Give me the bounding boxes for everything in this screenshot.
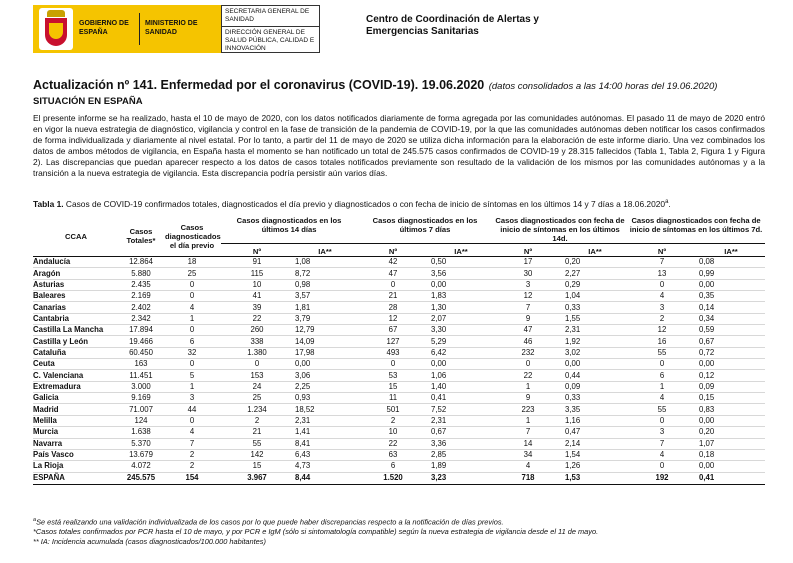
cell-sint7-ia: 0,00 — [697, 461, 765, 472]
cell-casos-totales: 12.864 — [119, 257, 163, 268]
table-row — [33, 336, 765, 347]
cell-casos-totales: 60.450 — [119, 347, 163, 358]
cell-sint7-ia: 0,59 — [697, 325, 765, 336]
cell-diag7-n: 493 — [357, 347, 429, 358]
cell-sint14-ia: 2,14 — [563, 438, 627, 449]
cases-table — [33, 216, 765, 485]
table-row — [33, 427, 765, 438]
table-row — [33, 268, 765, 279]
cell-sint14-n: 7 — [493, 427, 563, 438]
section-heading: SITUACIÓN EN ESPAÑA — [33, 96, 143, 107]
cell-sint7-n: 4 — [627, 449, 697, 460]
cell-diag7-n: 0 — [357, 359, 429, 370]
cell-casos-totales: 19.466 — [119, 336, 163, 347]
table-row — [33, 347, 765, 358]
cell-diag14-ia: 3,79 — [293, 313, 357, 324]
cell-casos-totales: 4.072 — [119, 461, 163, 472]
cell-diag7-n: 53 — [357, 370, 429, 381]
total-cell-casos-totales: 245.575 — [119, 472, 163, 484]
table-row — [33, 381, 765, 392]
header-ia: IA** — [293, 244, 357, 257]
table-caption-text: Casos de COVID-19 confirmados totales, diagnosticados el día previo y diagnosticados o con fecha de inicio de síntomas en los últimos 14 y 7 días a 18.06.2020 — [65, 199, 666, 209]
header-ia: IA** — [429, 244, 493, 257]
cell-sint14-n: 12 — [493, 291, 563, 302]
cell-casos-totales: 2.435 — [119, 279, 163, 290]
cell-diag14-ia: 17,98 — [293, 347, 357, 358]
cell-diag14-ia: 2,31 — [293, 415, 357, 426]
cell-sint7-n: 0 — [627, 415, 697, 426]
cell-ccaa: Melilla — [33, 415, 119, 426]
cell-sint14-ia: 0,00 — [563, 359, 627, 370]
cell-diag7-ia: 0,00 — [429, 279, 493, 290]
cell-sint7-ia: 0,12 — [697, 370, 765, 381]
cell-sint7-ia: 0,15 — [697, 393, 765, 404]
cell-sint14-ia: 0,33 — [563, 302, 627, 313]
cell-casos-totales: 5.370 — [119, 438, 163, 449]
header-ia: IA** — [697, 244, 765, 257]
cell-diag7-ia: 7,52 — [429, 404, 493, 415]
cell-sint14-n: 46 — [493, 336, 563, 347]
cell-diag7-n: 10 — [357, 427, 429, 438]
cell-sint14-n: 47 — [493, 325, 563, 336]
cell-sint7-ia: 0,20 — [697, 427, 765, 438]
cell-diag7-ia: 6,42 — [429, 347, 493, 358]
table-row — [33, 461, 765, 472]
cell-sint7-ia: 0,08 — [697, 257, 765, 268]
cell-diag7-ia: 1,06 — [429, 370, 493, 381]
footnotes — [33, 516, 773, 546]
table-row — [33, 370, 765, 381]
total-cell-sint7-ia: 0,41 — [697, 472, 765, 484]
cell-diag14-ia: 4,73 — [293, 461, 357, 472]
cell-sint14-ia: 0,44 — [563, 370, 627, 381]
cell-sint14-n: 14 — [493, 438, 563, 449]
cell-sint14-ia: 0,20 — [563, 257, 627, 268]
cell-dia-previo: 18 — [163, 257, 221, 268]
cell-sint7-n: 13 — [627, 268, 697, 279]
cell-diag14-n: 10 — [221, 279, 293, 290]
cell-diag14-ia: 0,93 — [293, 393, 357, 404]
coat-of-arms-icon — [39, 8, 73, 50]
cell-sint14-n: 34 — [493, 449, 563, 460]
cell-dia-previo: 2 — [163, 449, 221, 460]
cell-diag7-ia: 0,67 — [429, 427, 493, 438]
cell-casos-totales: 2.342 — [119, 313, 163, 324]
cell-diag7-ia: 3,36 — [429, 438, 493, 449]
cell-ccaa: Baleares — [33, 291, 119, 302]
total-cell-dia-previo: 154 — [163, 472, 221, 484]
cell-sint14-n: 3 — [493, 279, 563, 290]
cell-sint7-n: 4 — [627, 393, 697, 404]
cell-sint14-n: 0 — [493, 359, 563, 370]
header-n: Nº — [357, 244, 429, 257]
cell-diag14-n: 1.234 — [221, 404, 293, 415]
cell-diag14-ia: 12,79 — [293, 325, 357, 336]
cell-sint14-ia: 1,26 — [563, 461, 627, 472]
cell-diag14-ia: 1,41 — [293, 427, 357, 438]
cell-dia-previo: 7 — [163, 438, 221, 449]
cell-dia-previo: 0 — [163, 291, 221, 302]
cell-sint14-ia: 2,31 — [563, 325, 627, 336]
table-row — [33, 279, 765, 290]
total-cell-diag14-n: 3.967 — [221, 472, 293, 484]
cell-sint7-ia: 0,00 — [697, 415, 765, 426]
cell-sint7-n: 1 — [627, 381, 697, 392]
cell-diag14-ia: 8,41 — [293, 438, 357, 449]
cell-ccaa: País Vasco — [33, 449, 119, 460]
cell-casos-totales: 5.880 — [119, 268, 163, 279]
cell-sint7-ia: 0,72 — [697, 347, 765, 358]
secretaria-box — [221, 5, 320, 53]
table-row — [33, 415, 765, 426]
cell-casos-totales: 2.402 — [119, 302, 163, 313]
cell-sint7-n: 12 — [627, 325, 697, 336]
header-ia: IA** — [563, 244, 627, 257]
cell-sint14-ia: 1,54 — [563, 449, 627, 460]
cell-diag7-n: 15 — [357, 381, 429, 392]
cell-ccaa: Ceuta — [33, 359, 119, 370]
cell-diag7-ia: 2,07 — [429, 313, 493, 324]
table-row — [33, 257, 765, 268]
ministry-text: MINISTERIO DE SANIDAD — [145, 20, 198, 36]
cell-diag7-ia: 2,31 — [429, 415, 493, 426]
cell-dia-previo: 0 — [163, 415, 221, 426]
table-row — [33, 449, 765, 460]
cell-sint7-n: 0 — [627, 461, 697, 472]
cell-dia-previo: 0 — [163, 279, 221, 290]
cell-dia-previo: 3 — [163, 393, 221, 404]
cell-ccaa: Navarra — [33, 438, 119, 449]
cell-dia-previo: 0 — [163, 325, 221, 336]
footnote-a: $^a$Se está realizando una validación individualizada de los casos por lo que puede haber discrepancias respecto a la notificación de días previos. — [33, 517, 504, 527]
cell-sint14-ia: 3,35 — [563, 404, 627, 415]
cell-dia-previo: 6 — [163, 336, 221, 347]
cell-diag7-ia: 0,00 — [429, 359, 493, 370]
table-row — [33, 404, 765, 415]
header-n: Nº — [221, 244, 293, 257]
cell-dia-previo: 1 — [163, 381, 221, 392]
cell-diag7-n: 0 — [357, 279, 429, 290]
total-cell-diag7-n: 1.520 — [357, 472, 429, 484]
cell-sint7-n: 2 — [627, 313, 697, 324]
cell-casos-totales: 1.638 — [119, 427, 163, 438]
cell-diag7-ia: 2,85 — [429, 449, 493, 460]
cell-sint7-ia: 0,00 — [697, 279, 765, 290]
cell-sint7-ia: 0,67 — [697, 336, 765, 347]
cell-sint7-n: 3 — [627, 302, 697, 313]
intro-paragraph: El presente informe se ha realizado, hasta el 10 de mayo de 2020, con los datos notificados diariamente de forma agregada por las comunidades autónomas. El pasado 11 de mayo de 2020 entró en vigor la nueva estrategia de diagnóstico, vigilancia y control en la fase de transición de la pandemia de COVID-19, por la que las comunidades autónomas deben notificar los casos confirmados de forma individualizada y diariamente al nivel estatal. Por lo tanto, a partir del 11 de mayo de 2020 se utiliza dicha información para la elaboración de este informe diario. Una vez combinados los datos de ambos métodos de vigilancia, en España hasta el momento se han notificado un total de 245.575 casos confirmados de COVID-19 y 28.315 fallecidos (Tabla 1, Tabla 2, Figura 1 y Figura 2). Las discrepancias que puedan aparecer respecto a los datos de casos totales notificados previamente son resultado de la validación de los mismos por las comunidades autónomas y a la transición a la nueva estrategia de vigilancia. Esta discrepancia podría persistir aún varios días. — [33, 113, 765, 178]
cell-ccaa: Extremadura — [33, 381, 119, 392]
cell-casos-totales: 9.169 — [119, 393, 163, 404]
cell-diag7-n: 22 — [357, 438, 429, 449]
cell-diag7-ia: 0,41 — [429, 393, 493, 404]
cell-casos-totales: 3.000 — [119, 381, 163, 392]
cell-sint14-n: 232 — [493, 347, 563, 358]
cell-ccaa: C. Valenciana — [33, 370, 119, 381]
table-body — [33, 257, 765, 473]
header-casos-totales: Casos Totales* — [119, 216, 163, 257]
cell-sint7-n: 0 — [627, 359, 697, 370]
cell-sint14-ia: 1,04 — [563, 291, 627, 302]
cell-diag14-n: 2 — [221, 415, 293, 426]
cell-sint7-n: 7 — [627, 438, 697, 449]
cell-sint7-ia: 1,07 — [697, 438, 765, 449]
table-row — [33, 302, 765, 313]
cell-diag14-ia: 6,43 — [293, 449, 357, 460]
center-name: Centro de Coordinación de Alertas y Emergencias Sanitarias — [366, 14, 539, 37]
footnote-a-mark: a — [33, 517, 37, 523]
cell-sint7-n: 0 — [627, 279, 697, 290]
cell-ccaa: Aragón — [33, 268, 119, 279]
cell-sint14-ia: 0,29 — [563, 279, 627, 290]
cell-casos-totales: 2.169 — [119, 291, 163, 302]
cell-sint14-n: 1 — [493, 381, 563, 392]
cell-diag14-n: 260 — [221, 325, 293, 336]
cell-diag14-n: 142 — [221, 449, 293, 460]
cell-diag14-ia: 2,25 — [293, 381, 357, 392]
cell-diag14-ia: 1,08 — [293, 257, 357, 268]
cell-dia-previo: 4 — [163, 302, 221, 313]
header-dia-previo: Casos diagnosticados el día previo — [163, 216, 221, 257]
header-diag-7: Casos diagnosticados en los últimos 7 días — [357, 216, 493, 244]
cell-diag7-n: 12 — [357, 313, 429, 324]
cell-diag7-ia: 3,56 — [429, 268, 493, 279]
table-caption-label: Tabla 1. — [33, 199, 64, 209]
cell-sint7-ia: 0,14 — [697, 302, 765, 313]
table-row — [33, 313, 765, 324]
cell-casos-totales: 17.894 — [119, 325, 163, 336]
cell-dia-previo: 1 — [163, 313, 221, 324]
cell-sint14-ia: 0,47 — [563, 427, 627, 438]
cell-sint14-ia: 1,92 — [563, 336, 627, 347]
header-n: Nº — [493, 244, 563, 257]
cell-diag14-ia: 18,52 — [293, 404, 357, 415]
government-logo — [33, 5, 221, 53]
cell-diag7-n: 63 — [357, 449, 429, 460]
cell-diag7-ia: 1,30 — [429, 302, 493, 313]
cell-diag14-n: 22 — [221, 313, 293, 324]
table-row — [33, 291, 765, 302]
cell-ccaa: Cataluña — [33, 347, 119, 358]
cell-dia-previo: 0 — [163, 359, 221, 370]
cell-diag14-n: 115 — [221, 268, 293, 279]
cell-sint7-n: 55 — [627, 347, 697, 358]
title-note: (datos consolidados a las 14:00 horas del 19.06.2020) — [488, 81, 718, 92]
header-ccaa: CCAA — [33, 216, 119, 257]
cell-sint7-n: 16 — [627, 336, 697, 347]
cell-ccaa: Galicia — [33, 393, 119, 404]
table-row — [33, 438, 765, 449]
total-cell-diag7-ia: 3,23 — [429, 472, 493, 484]
cell-ccaa: Madrid — [33, 404, 119, 415]
header-sint-14: Casos diagnosticados con fecha de inicio de síntomas en los últimos 14d. — [493, 216, 627, 244]
cell-sint14-n: 9 — [493, 313, 563, 324]
cell-sint7-n: 6 — [627, 370, 697, 381]
cell-sint14-ia: 0,09 — [563, 381, 627, 392]
cell-diag14-n: 15 — [221, 461, 293, 472]
cell-diag7-ia: 5,29 — [429, 336, 493, 347]
total-cell-sint7-n: 192 — [627, 472, 697, 484]
cell-diag14-ia: 0,00 — [293, 359, 357, 370]
cell-diag7-n: 501 — [357, 404, 429, 415]
table-caption-sup: a — [665, 199, 669, 206]
cell-diag14-n: 91 — [221, 257, 293, 268]
cell-diag14-n: 153 — [221, 370, 293, 381]
cell-ccaa: Cantabria — [33, 313, 119, 324]
cell-diag7-ia: 1,83 — [429, 291, 493, 302]
total-cell-ccaa: ESPAÑA — [33, 472, 119, 484]
gobierno-text: GOBIERNO DE ESPAÑA — [79, 20, 129, 36]
cell-dia-previo: 32 — [163, 347, 221, 358]
cell-dia-previo: 5 — [163, 370, 221, 381]
cell-sint7-ia: 0,18 — [697, 449, 765, 460]
cell-diag14-n: 39 — [221, 302, 293, 313]
cell-diag7-n: 127 — [357, 336, 429, 347]
cell-ccaa: Murcia — [33, 427, 119, 438]
cell-diag14-ia: 14,09 — [293, 336, 357, 347]
cell-diag7-ia: 3,30 — [429, 325, 493, 336]
cell-sint14-ia: 1,16 — [563, 415, 627, 426]
cell-casos-totales: 71.007 — [119, 404, 163, 415]
cell-sint14-n: 4 — [493, 461, 563, 472]
cell-diag14-n: 41 — [221, 291, 293, 302]
total-cell-diag14-ia: 8,44 — [293, 472, 357, 484]
title-main: Actualización nº 141. Enfermedad por el coronavirus (COVID-19). 19.06.2020 — [33, 78, 485, 92]
cell-casos-totales: 163 — [119, 359, 163, 370]
cell-diag14-ia: 0,98 — [293, 279, 357, 290]
cell-dia-previo: 44 — [163, 404, 221, 415]
cell-diag7-ia: 0,50 — [429, 257, 493, 268]
cell-diag14-n: 25 — [221, 393, 293, 404]
cell-casos-totales: 124 — [119, 415, 163, 426]
footnote-star: *Casos totales confirmados por PCR hasta el 10 de mayo, y por PCR e IgM (sólo si sintomatología compatible) según la nueva estrategia de vigilancia desde el 11 de mayo. — [33, 527, 599, 537]
table-row — [33, 359, 765, 370]
cell-sint14-n: 22 — [493, 370, 563, 381]
cell-diag14-n: 338 — [221, 336, 293, 347]
cell-sint7-ia: 0,83 — [697, 404, 765, 415]
cell-diag14-n: 0 — [221, 359, 293, 370]
cell-dia-previo: 25 — [163, 268, 221, 279]
total-row — [33, 472, 765, 484]
cell-diag7-n: 47 — [357, 268, 429, 279]
cell-diag7-n: 21 — [357, 291, 429, 302]
footnote-ia: ** IA: Incidencia acumulada (casos diagnosticados/100.000 habitantes) — [33, 536, 266, 546]
cell-ccaa: Castilla y León — [33, 336, 119, 347]
cell-sint14-ia: 2,27 — [563, 268, 627, 279]
report-title — [33, 76, 773, 94]
cell-diag7-ia: 1,89 — [429, 461, 493, 472]
cell-sint14-n: 9 — [493, 393, 563, 404]
table-caption: Tabla 1. Casos de COVID-19 confirmados totales, diagnosticados el día previo y diagnosticados o con fecha de inicio de síntomas en los últimos 14 y 7 días a 18.06.2020$^a$. — [33, 199, 671, 209]
cell-diag7-n: 11 — [357, 393, 429, 404]
cell-diag14-n: 21 — [221, 427, 293, 438]
header-diag-14: Casos diagnosticados en los últimos 14 días — [221, 216, 357, 244]
cell-sint14-ia: 3,02 — [563, 347, 627, 358]
document-header — [0, 0, 793, 62]
cell-casos-totales: 11.451 — [119, 370, 163, 381]
cell-sint14-n: 7 — [493, 302, 563, 313]
total-cell-sint14-n: 718 — [493, 472, 563, 484]
cell-sint7-n: 55 — [627, 404, 697, 415]
secretaria-text: SECRETARIA GENERAL DE SANIDAD — [225, 8, 310, 23]
total-cell-sint14-ia: 1,53 — [563, 472, 627, 484]
cell-diag7-n: 2 — [357, 415, 429, 426]
cell-diag7-n: 42 — [357, 257, 429, 268]
cell-ccaa: Castilla La Mancha — [33, 325, 119, 336]
cell-sint7-ia: 0,00 — [697, 359, 765, 370]
cell-sint14-ia: 0,33 — [563, 393, 627, 404]
cell-diag7-ia: 1,40 — [429, 381, 493, 392]
cell-diag14-ia: 3,06 — [293, 370, 357, 381]
cell-diag14-ia: 1,81 — [293, 302, 357, 313]
cell-dia-previo: 2 — [163, 461, 221, 472]
table-row — [33, 393, 765, 404]
cell-diag7-n: 6 — [357, 461, 429, 472]
cell-sint7-ia: 0,09 — [697, 381, 765, 392]
cell-sint7-n: 4 — [627, 291, 697, 302]
cell-diag14-ia: 3,57 — [293, 291, 357, 302]
cell-casos-totales: 13.679 — [119, 449, 163, 460]
cell-dia-previo: 4 — [163, 427, 221, 438]
cell-sint14-n: 1 — [493, 415, 563, 426]
cell-sint14-ia: 1,55 — [563, 313, 627, 324]
cell-diag7-n: 28 — [357, 302, 429, 313]
cell-sint14-n: 30 — [493, 268, 563, 279]
cell-diag7-n: 67 — [357, 325, 429, 336]
direccion-text: DIRECCIÓN GENERAL DE SALUD PÚBLICA, CALIDAD E INNOVACIÓN — [225, 29, 315, 52]
cell-ccaa: Canarias — [33, 302, 119, 313]
cell-diag14-n: 24 — [221, 381, 293, 392]
cell-sint7-ia: 0,35 — [697, 291, 765, 302]
cell-diag14-ia: 8,72 — [293, 268, 357, 279]
cell-diag14-n: 1.380 — [221, 347, 293, 358]
cell-diag14-n: 55 — [221, 438, 293, 449]
cell-ccaa: Andalucía — [33, 257, 119, 268]
header-n: Nº — [627, 244, 697, 257]
cell-sint7-ia: 0,99 — [697, 268, 765, 279]
cell-ccaa: La Rioja — [33, 461, 119, 472]
cell-sint14-n: 17 — [493, 257, 563, 268]
cell-ccaa: Asturias — [33, 279, 119, 290]
cell-sint14-n: 223 — [493, 404, 563, 415]
header-sint-7: Casos diagnosticados con fecha de inicio de síntomas en los últimos 7d. — [627, 216, 765, 244]
cell-sint7-n: 3 — [627, 427, 697, 438]
cell-sint7-ia: 0,34 — [697, 313, 765, 324]
cell-sint7-n: 7 — [627, 257, 697, 268]
table-row — [33, 325, 765, 336]
